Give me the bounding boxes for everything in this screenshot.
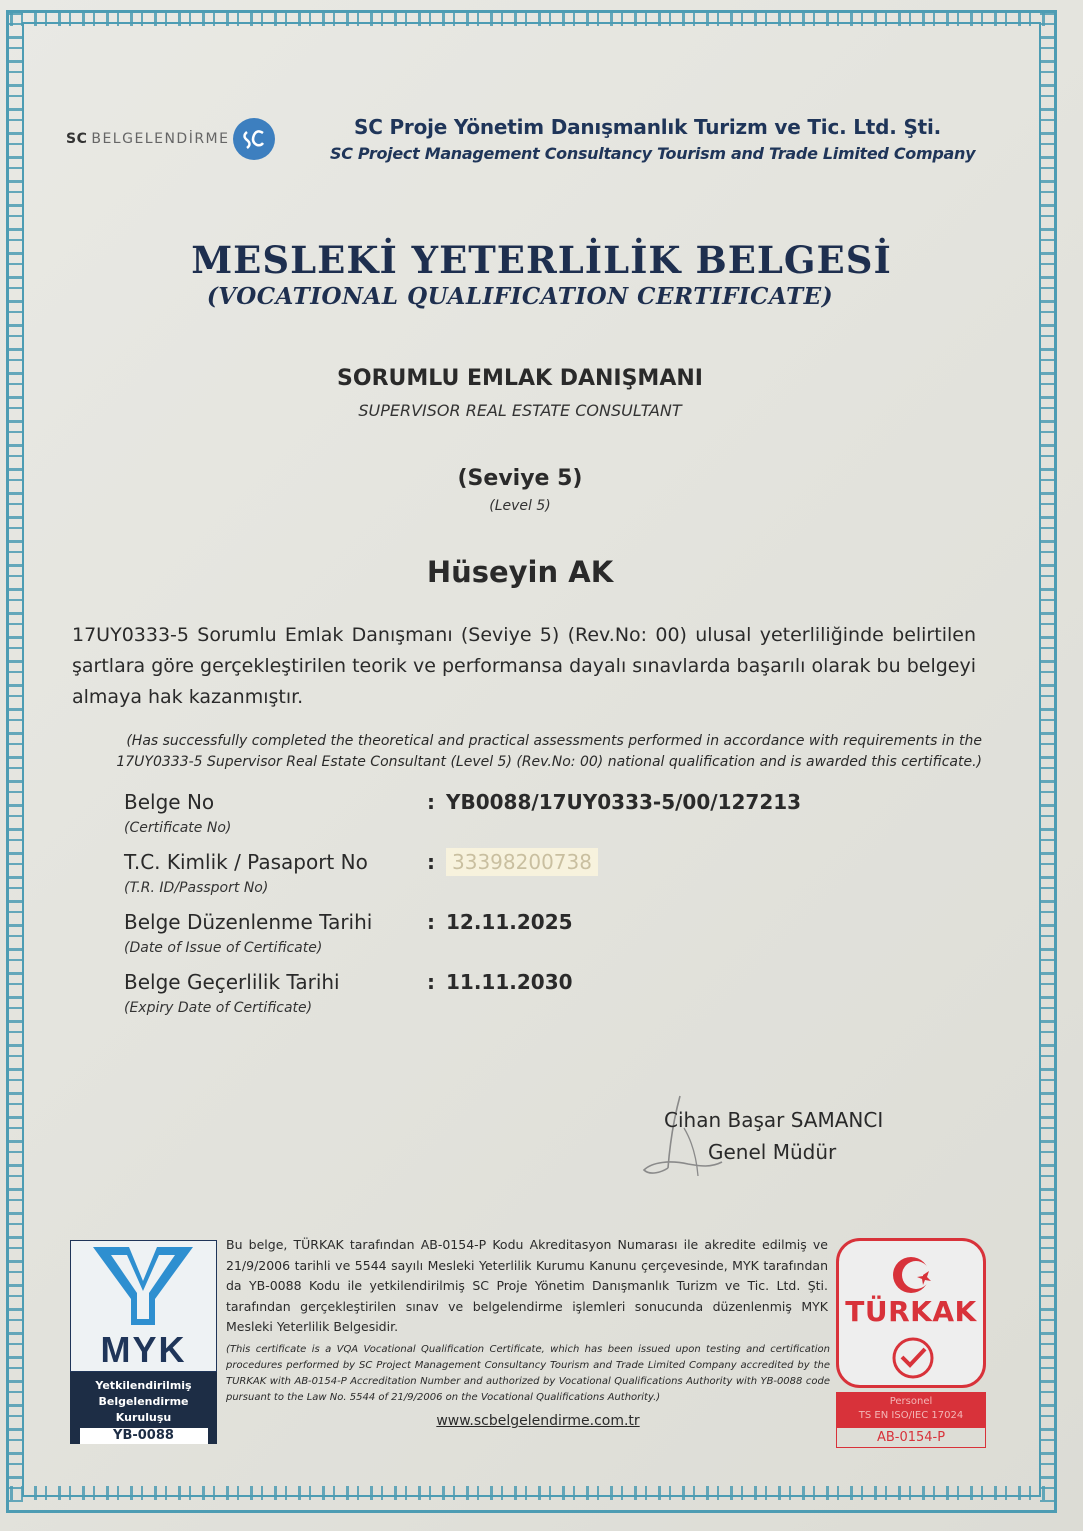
- myk-line2: Belgelendirme Kuruluşu: [98, 1395, 189, 1424]
- field-colon: :: [427, 970, 435, 994]
- statement-tr: 17UY0333-5 Sorumlu Emlak Danışmanı (Seviye 5) (Rev.No: 00) ulusal yeterliliğinde belirtilen şartlara göre gerçekleştirilen teorik ve performansa dayalı sınavlarda başarılı olarak bu belgeyi almaya hak kazanmıştır.: [72, 624, 976, 708]
- handwritten-signature: [640, 1088, 760, 1183]
- company-name-en: SC Project Management Consultancy Tourism and Trade Limited Company: [330, 144, 976, 163]
- occupation-en: SUPERVISOR REAL ESTATE CONSULTANT: [358, 401, 682, 420]
- field-expiry-date: [124, 970, 924, 1030]
- field-certificate-no: [124, 790, 924, 850]
- field-value-masked: 33398200738: [446, 848, 598, 876]
- myk-badge: [70, 1372, 217, 1444]
- field-value: 11.11.2030: [446, 970, 573, 994]
- turkak-band-line1: Personel: [889, 1396, 933, 1407]
- turkak-band: [836, 1392, 986, 1428]
- level-tr: (Seviye 5): [457, 466, 583, 491]
- field-label-en: (Date of Issue of Certificate): [124, 940, 323, 956]
- field-issue-date: [124, 910, 924, 970]
- occupation-tr: SORUMLU EMLAK DANIŞMANI: [337, 366, 703, 391]
- myk-line1: Yetkilendirilmiş: [95, 1379, 192, 1392]
- turkak-logo: [836, 1238, 988, 1456]
- certificate-title-tr: MESLEKİ YETERLİLİK BELGESİ: [191, 238, 892, 282]
- field-id-no: [124, 850, 924, 910]
- field-label: T.C. Kimlik / Pasaport No: [124, 850, 368, 874]
- field-label: Belge Düzenlenme Tarihi: [124, 910, 373, 934]
- field-colon: :: [427, 790, 435, 814]
- field-label: Belge No: [124, 790, 215, 814]
- website-link[interactable]: www.scbelgelendirme.com.tr: [436, 1413, 640, 1429]
- field-value: YB0088/17UY0333-5/00/127213: [446, 790, 802, 814]
- myk-emblem: [70, 1240, 217, 1372]
- sc-circle-icon: [233, 118, 275, 160]
- holder-name: Hüseyin AK: [426, 555, 614, 589]
- turkak-band-line2: TS EN ISO/IEC 17024: [858, 1410, 964, 1421]
- signatory-name: Cihan Başar SAMANCI: [664, 1108, 884, 1132]
- turkak-emblem: [836, 1238, 986, 1388]
- field-label: Belge Geçerlilik Tarihi: [124, 970, 340, 994]
- myk-code: YB-0088: [80, 1428, 208, 1444]
- field-value: 12.11.2025: [446, 910, 573, 934]
- certificate-fields: [124, 790, 924, 1030]
- signatory-title: Genel Müdür: [708, 1140, 837, 1164]
- certificate-title-en: (VOCATIONAL QUALIFICATION CERTIFICATE): [206, 283, 834, 310]
- field-colon: :: [427, 850, 435, 874]
- statement-en: (Has successfully completed the theoretical and practical assessments performed in accordance with requirements in the 17UY0333-5 Supervisor Real Estate Consultant (Level 5) (Rev.No: 00) national qualification and is awarded this certificate.): [116, 733, 982, 770]
- company-name-tr: SC Proje Yönetim Danışmanlık Turizm ve Tic. Ltd. Şti.: [354, 115, 942, 139]
- field-colon: :: [427, 910, 435, 934]
- level-en: (Level 5): [489, 498, 551, 514]
- footer-text-en: (This certificate is a VQA Vocational Qualification Certificate, which has been issued upon testing and certification procedures performed by SC Project Management Consultancy Tourism and Trade Limited Company accredited by the TURKAK with AB-0154-P Accreditation Number and authorized by Vocational Qualifications Authority with YB-0088 code pursuant to the Law No. 5544 of 21/9/2006 on the Vocational Qualifications Authority.): [226, 1344, 830, 1403]
- turkak-code: AB-0154-P: [836, 1428, 986, 1448]
- footer-text-tr: Bu belge, TÜRKAK tarafından AB-0154-P Kodu Akreditasyon Numarası ile akredite edilmiş ve 21/9/2006 tarihli ve 5544 sayılı Mesleki Yeterlilik Kurumu Kanunu çerçevesinde, MYK tarafından da YB-0088 Kodu ile yetkilendirilmiş SC Proje Yönetim Danışmanlık Turizm ve Tic. Ltd. Şti. tarafından gerçekleştirilen sınav ve belgelendirme işlemleri sonucunda düzenlenmiş MYK Mesleki Yeterlilik Belgesidir.: [226, 1237, 828, 1334]
- field-label-en: (Certificate No): [124, 820, 232, 836]
- myk-y-icon: [71, 1241, 216, 1331]
- field-label-en: (Expiry Date of Certificate): [124, 1000, 313, 1016]
- turkak-text: TÜRKAK: [845, 1295, 977, 1328]
- logo-belgelendirme-text: BELGELENDİRME: [91, 131, 230, 147]
- logo-sc-text: SC: [66, 131, 88, 147]
- sc-belgelendirme-logo: [66, 118, 275, 160]
- field-label-en: (T.R. ID/Passport No): [124, 880, 269, 896]
- myk-text: MYK: [100, 1329, 187, 1370]
